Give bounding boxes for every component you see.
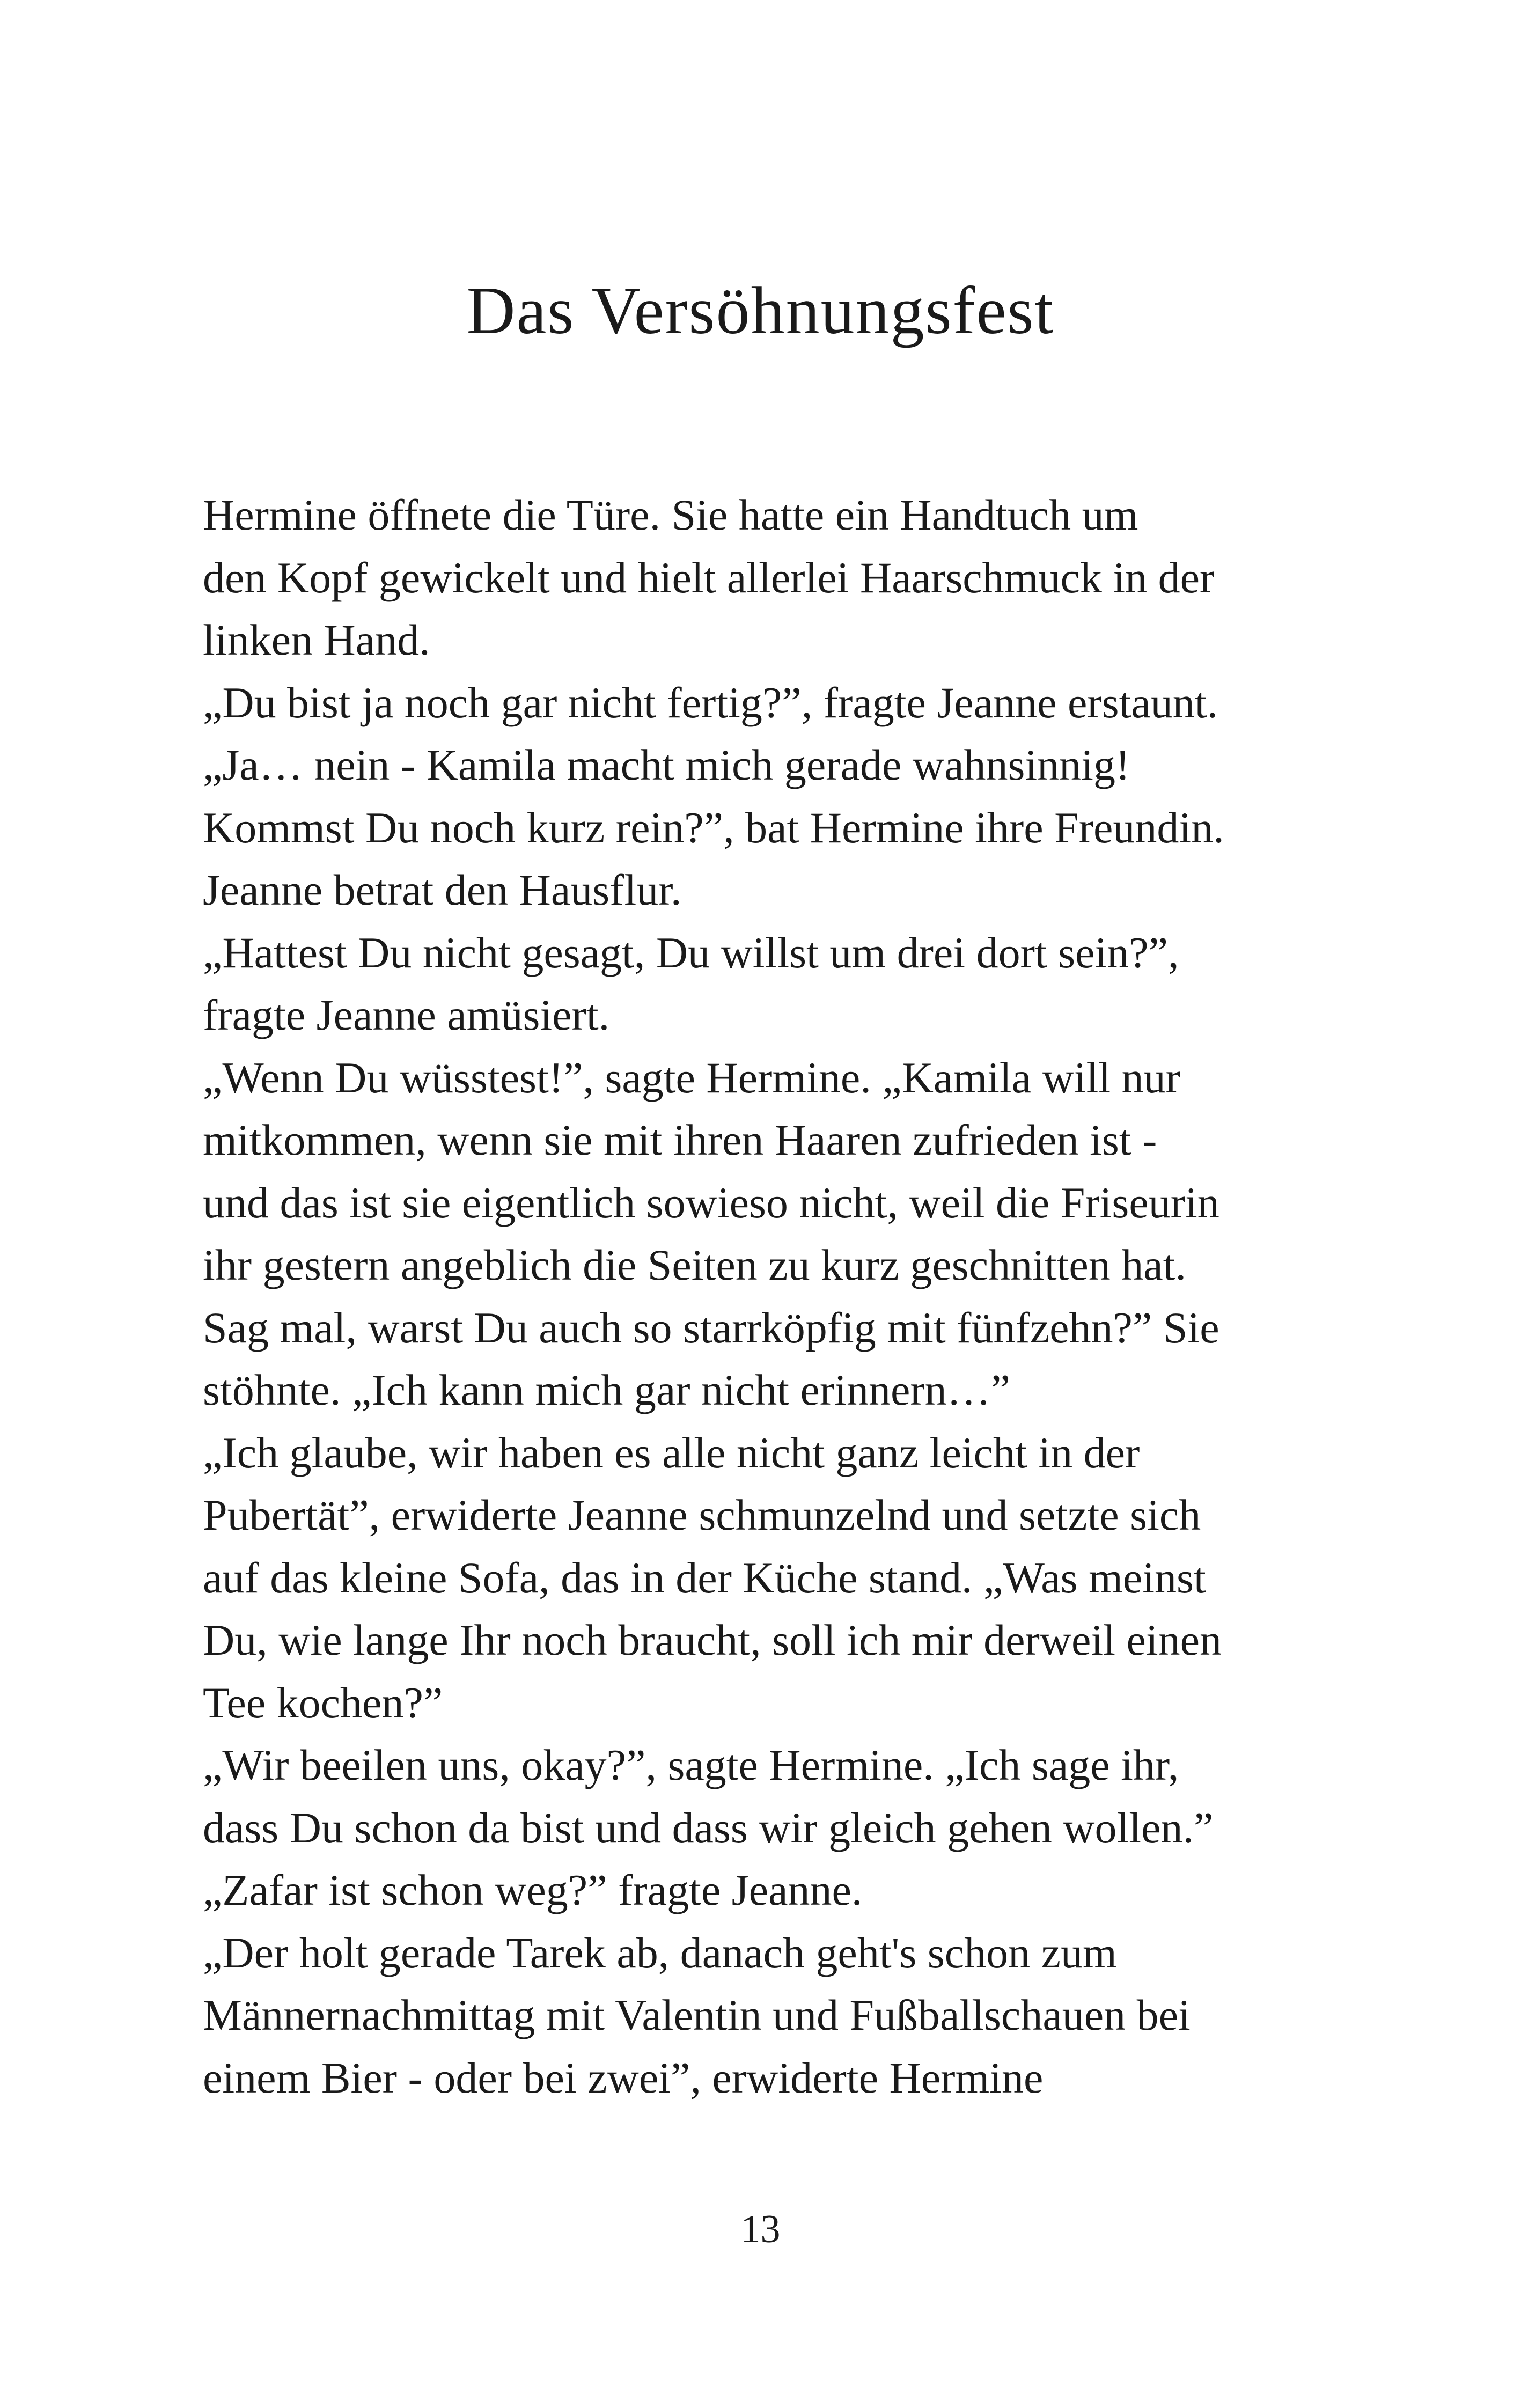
text-line: fragte Jeanne amüsiert.: [203, 990, 610, 1039]
text-line: Hermine öffnete die Türe. Sie hatte ein Handtuch um: [203, 490, 1138, 539]
text-line: auf das kleine Sofa, das in der Küche stand. „Was meinst: [203, 1553, 1206, 1602]
text-line: dass Du schon da bist und dass wir gleich gehen wollen.”: [203, 1803, 1214, 1852]
text-line: und das ist sie eigentlich sowieso nicht, weil die Friseurin: [203, 1178, 1219, 1227]
text-line: mitkommen, wenn sie mit ihren Haaren zufrieden ist -: [203, 1115, 1157, 1164]
text-line: Kommst Du noch kurz rein?”, bat Hermine ihre Freundin.: [203, 803, 1224, 852]
body-text: [203, 484, 1356, 2109]
text-line: „Wenn Du wüsstest!”, sagte Hermine. „Kamila will nur: [203, 1053, 1180, 1102]
text-line: „Du bist ja noch gar nicht fertig?”, fragte Jeanne erstaunt.: [203, 678, 1218, 727]
chapter-title: Das Versöhnungsfest: [466, 274, 1055, 348]
text-line: Tee kochen?”: [203, 1678, 443, 1727]
text-line: „Ja… nein - Kamila macht mich gerade wahnsinnig!: [203, 740, 1130, 789]
text-line: ihr gestern angeblich die Seiten zu kurz geschnitten hat.: [203, 1240, 1186, 1289]
text-line: einem Bier - oder bei zwei”, erwiderte Hermine: [203, 2053, 1044, 2102]
text-line: Pubertät”, erwiderte Jeanne schmunzelnd und setzte sich: [203, 1491, 1201, 1539]
text-line: „Wir beeilen uns, okay?”, sagte Hermine. „Ich sage ihr,: [203, 1741, 1179, 1789]
text-line: den Kopf gewickelt und hielt allerlei Haarschmuck in der: [203, 553, 1215, 602]
text-line: „Zafar ist schon weg?” fragte Jeanne.: [203, 1866, 863, 1914]
text-line: linken Hand.: [203, 615, 430, 664]
text-line: „Ich glaube, wir haben es alle nicht ganz leicht in der: [203, 1428, 1140, 1477]
text-line: Sag mal, warst Du auch so starrköpfig mit fünfzehn?” Sie: [203, 1303, 1219, 1352]
page-number: 13: [740, 2207, 781, 2251]
text-line: Jeanne betrat den Hausflur.: [203, 865, 682, 914]
text-line: „Hattest Du nicht gesagt, Du willst um drei dort sein?”,: [203, 928, 1179, 977]
text-line: Männernachmittag mit Valentin und Fußballschauen bei: [203, 1991, 1191, 2039]
text-line: „Der holt gerade Tarek ab, danach geht's schon zum: [203, 1928, 1117, 1977]
text-line: Du, wie lange Ihr noch braucht, soll ich mir derweil einen: [203, 1616, 1222, 1664]
text-line: stöhnte. „Ich kann mich gar nicht erinnern…”: [203, 1365, 1011, 1414]
